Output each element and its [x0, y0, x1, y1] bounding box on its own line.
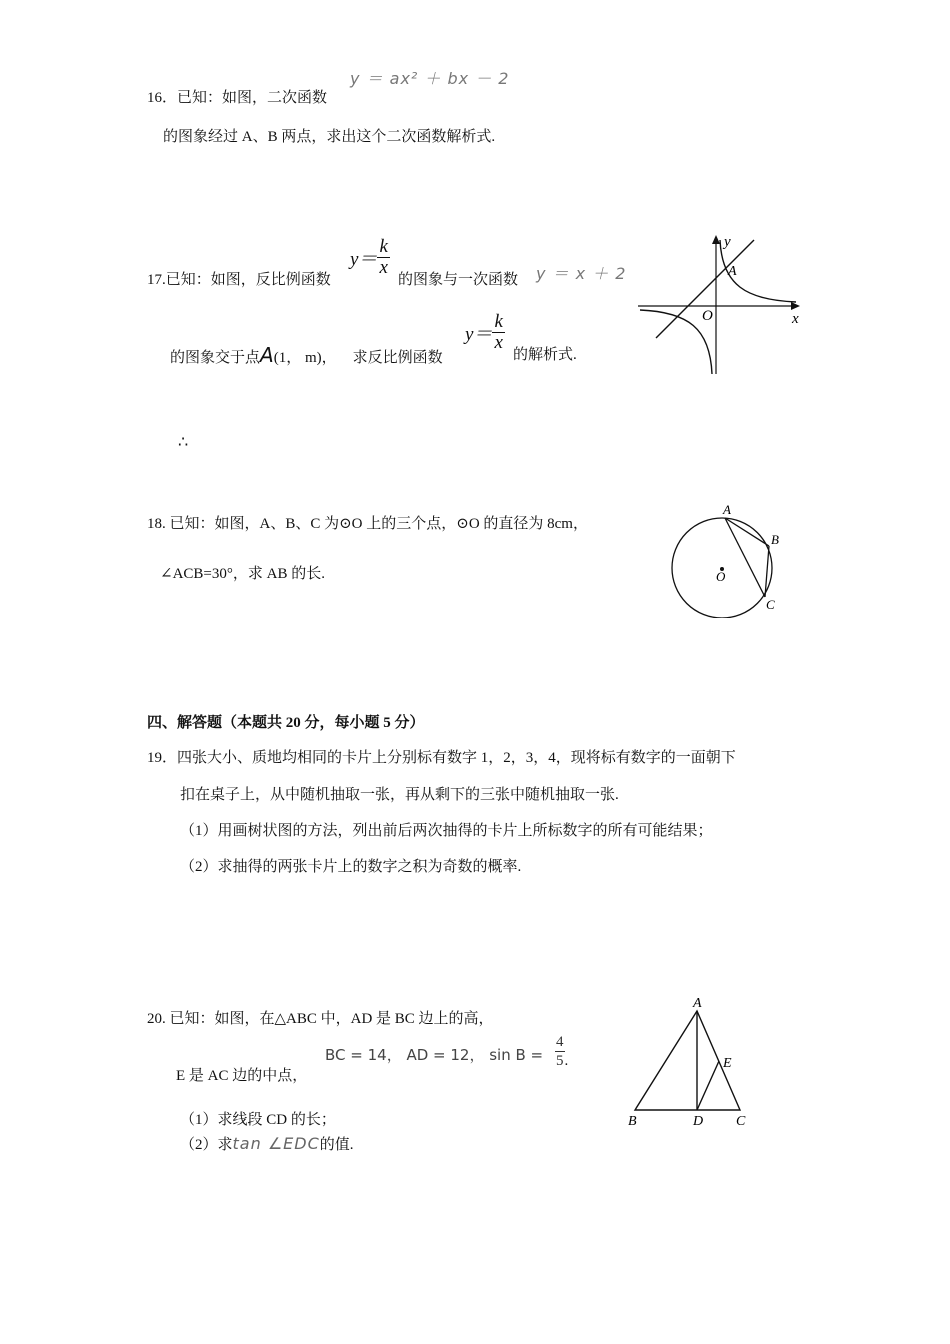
q16-line2: 的图象经过 A、B 两点，求出这个二次函数解析式. [163, 129, 496, 145]
label-y: y [724, 234, 731, 250]
label-a: A [693, 996, 702, 1011]
frac-den: x [379, 257, 388, 278]
label-a: A [728, 264, 737, 279]
x-axis-arrow [791, 302, 800, 310]
q16-formula: y ＝ ax² ＋ bx － 2 [350, 69, 510, 88]
segment-ac [725, 518, 765, 597]
therefore-symbol: ∴ [178, 434, 189, 451]
q19-line1: 19．四张大小、质地均相同的卡片上分别标有数字 1，2，3，4，现将标有数字的一面朝下 [147, 750, 736, 766]
point-a-label: A [260, 343, 274, 367]
q19-part1: （1）用画树状图的方法，列出前后两次抽得的卡片上所标数字的所有可能结果； [180, 823, 713, 839]
q19-part2: （2）求抽得的两张卡片上的数字之积为奇数的概率. [180, 859, 522, 875]
label-x: x [792, 311, 799, 327]
y-axis-arrow [712, 235, 720, 244]
q20-line1: 20. 已知：如图，在△ABC 中，AD 是 BC 边上的高， [147, 1011, 494, 1027]
frac-num: k [379, 236, 388, 257]
label-c: C [766, 597, 775, 612]
label-c: C [736, 1114, 746, 1129]
label-b: B [771, 532, 779, 547]
q17-graph [636, 230, 806, 380]
q20-given: BC = 14， AD = 12， sin B = [325, 1046, 544, 1064]
q17-fraction-2: y＝ $\frac{k}{x}$ [465, 311, 503, 353]
q17-mid: 的图象与一次函数 [398, 272, 519, 288]
q17-line2-suffix: 的解析式. [513, 347, 577, 363]
q18-circle-figure [664, 500, 794, 618]
q20-part1: （1）求线段 CD 的长； [180, 1112, 336, 1128]
section-4-title: 四、解答题（本题共 20 分，每小题 5 分） [147, 715, 425, 731]
q17-linear: y ＝ x ＋ 2 [536, 264, 627, 283]
segment-de [697, 1061, 719, 1110]
q19-line2: 扣在桌子上，从中随机抽取一张，再从剩下的三张中随机抽取一张. [180, 787, 619, 803]
q17-line2: 的图象交于点A(1， m)， 求反比例函数 [170, 343, 443, 367]
label-d: D [693, 1114, 704, 1129]
label-a: A [723, 502, 731, 517]
q20-sin-fraction: $\frac{4}{5}$ . [556, 1034, 569, 1069]
q20-part2: （2）求tan ∠EDC的值. [180, 1134, 354, 1153]
label-o: O [702, 308, 713, 324]
label-o: O [716, 569, 726, 584]
q16-prefix: 16．已知：如图，二次函数 [147, 90, 328, 106]
q17-fraction-1: y＝ $\frac{k}{x}$ [350, 236, 388, 278]
q17-prefix: 17.已知：如图，反比例函数 [147, 272, 331, 288]
q20-triangle-figure [620, 992, 760, 1132]
q18-line2: ∠ACB=30°，求 AB 的长. [160, 566, 325, 582]
label-e: E [723, 1056, 732, 1071]
tan-expression: tan ∠EDC [232, 1134, 320, 1153]
q20-line2: E 是 AC 边的中点， [176, 1068, 308, 1084]
label-b: B [628, 1114, 637, 1129]
q18-line1: 18. 已知：如图，A、B、C 为⊙O 上的三个点，⊙O 的直径为 8cm， [147, 516, 588, 532]
